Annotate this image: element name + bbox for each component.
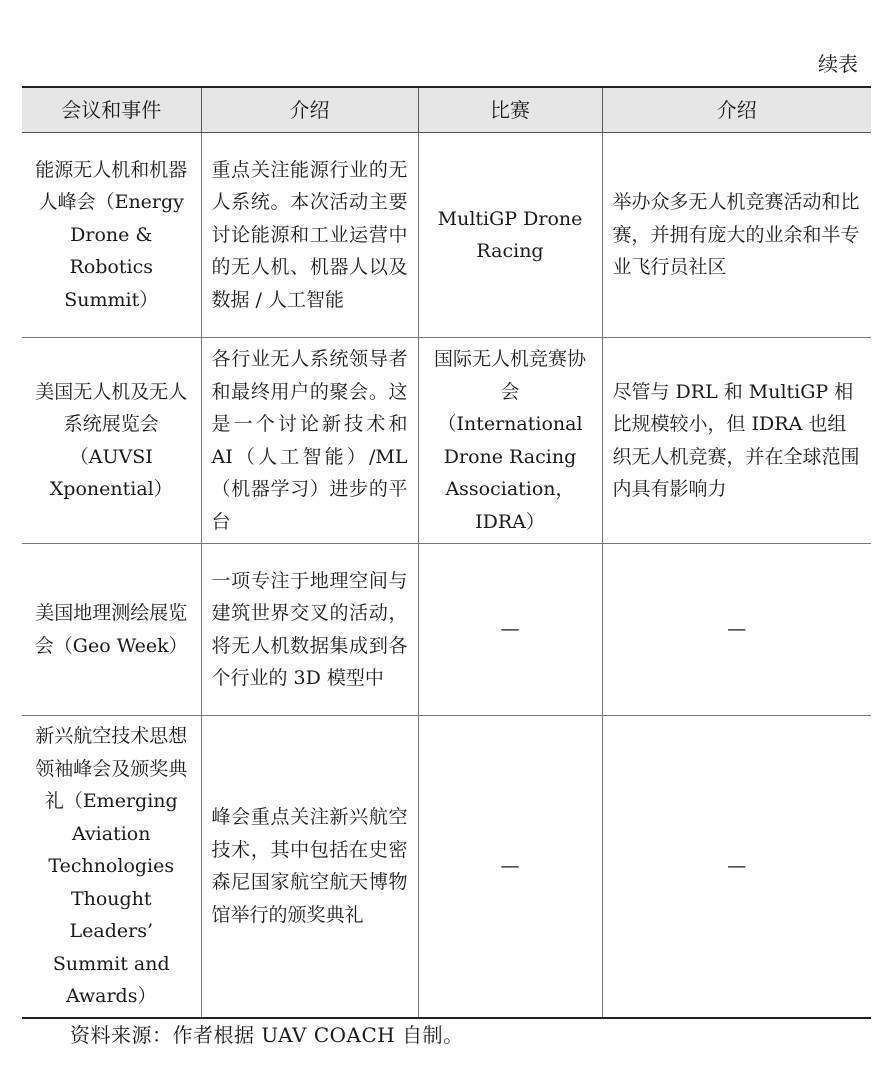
events-competitions-table (22, 86, 871, 1019)
header-event-intro: 介绍 (201, 87, 418, 133)
competition-intro-cell: 举办众多无人机竞赛活动和比赛，并拥有庞大的业余和半专业飞行员社区 (602, 133, 871, 338)
header-competition: 比赛 (418, 87, 602, 133)
table-row (22, 544, 871, 716)
table-row (22, 338, 871, 544)
competition-intro-cell: 尽管与 DRL 和 MultiGP 相比规模较小，但 IDRA 也组织无人机竞赛，并在全球范围内具有影响力 (602, 338, 871, 544)
event-cell: 美国地理测绘展览会（Geo Week） (22, 544, 201, 716)
competition-intro-cell: — (602, 716, 871, 1018)
event-intro-cell: 一项专注于地理空间与建筑世界交叉的活动，将无人机数据集成到各个行业的 3D 模型中 (201, 544, 418, 716)
event-intro-cell: 重点关注能源行业的无人系统。本次活动主要讨论能源和工业运营中的无人机、机器人以及数据 / 人工智能 (201, 133, 418, 338)
table-row (22, 133, 871, 338)
competition-cell: MultiGP Drone Racing (418, 133, 602, 338)
competition-cell: 国际无人机竞赛协会（International Drone Racing Association，IDRA） (418, 338, 602, 544)
competition-cell: — (418, 716, 602, 1018)
event-cell: 能源无人机和机器人峰会（Energy Drone & Robotics Summit） (22, 133, 201, 338)
table-row (22, 716, 871, 1018)
competition-cell: — (418, 544, 602, 716)
header-events: 会议和事件 (22, 87, 201, 133)
table-continued-label: 续表 (818, 52, 858, 76)
source-note: 资料来源：作者根据 UAV COACH 自制。 (70, 1023, 464, 1047)
competition-intro-cell: — (602, 544, 871, 716)
header-competition-intro: 介绍 (602, 87, 871, 133)
event-cell: 美国无人机及无人系统展览会（AUVSI Xponential） (22, 338, 201, 544)
table-header-row (22, 87, 871, 133)
event-intro-cell: 各行业无人系统领导者和最终用户的聚会。这是一个讨论新技术和 AI（人工智能）/ML（机器学习）进步的平台 (201, 338, 418, 544)
event-cell: 新兴航空技术思想领袖峰会及颁奖典礼（Emerging Aviation Technologies Thought Leaders’ Summit and Awards） (22, 716, 201, 1018)
event-intro-cell: 峰会重点关注新兴航空技术，其中包括在史密森尼国家航空航天博物馆举行的颁奖典礼 (201, 716, 418, 1018)
